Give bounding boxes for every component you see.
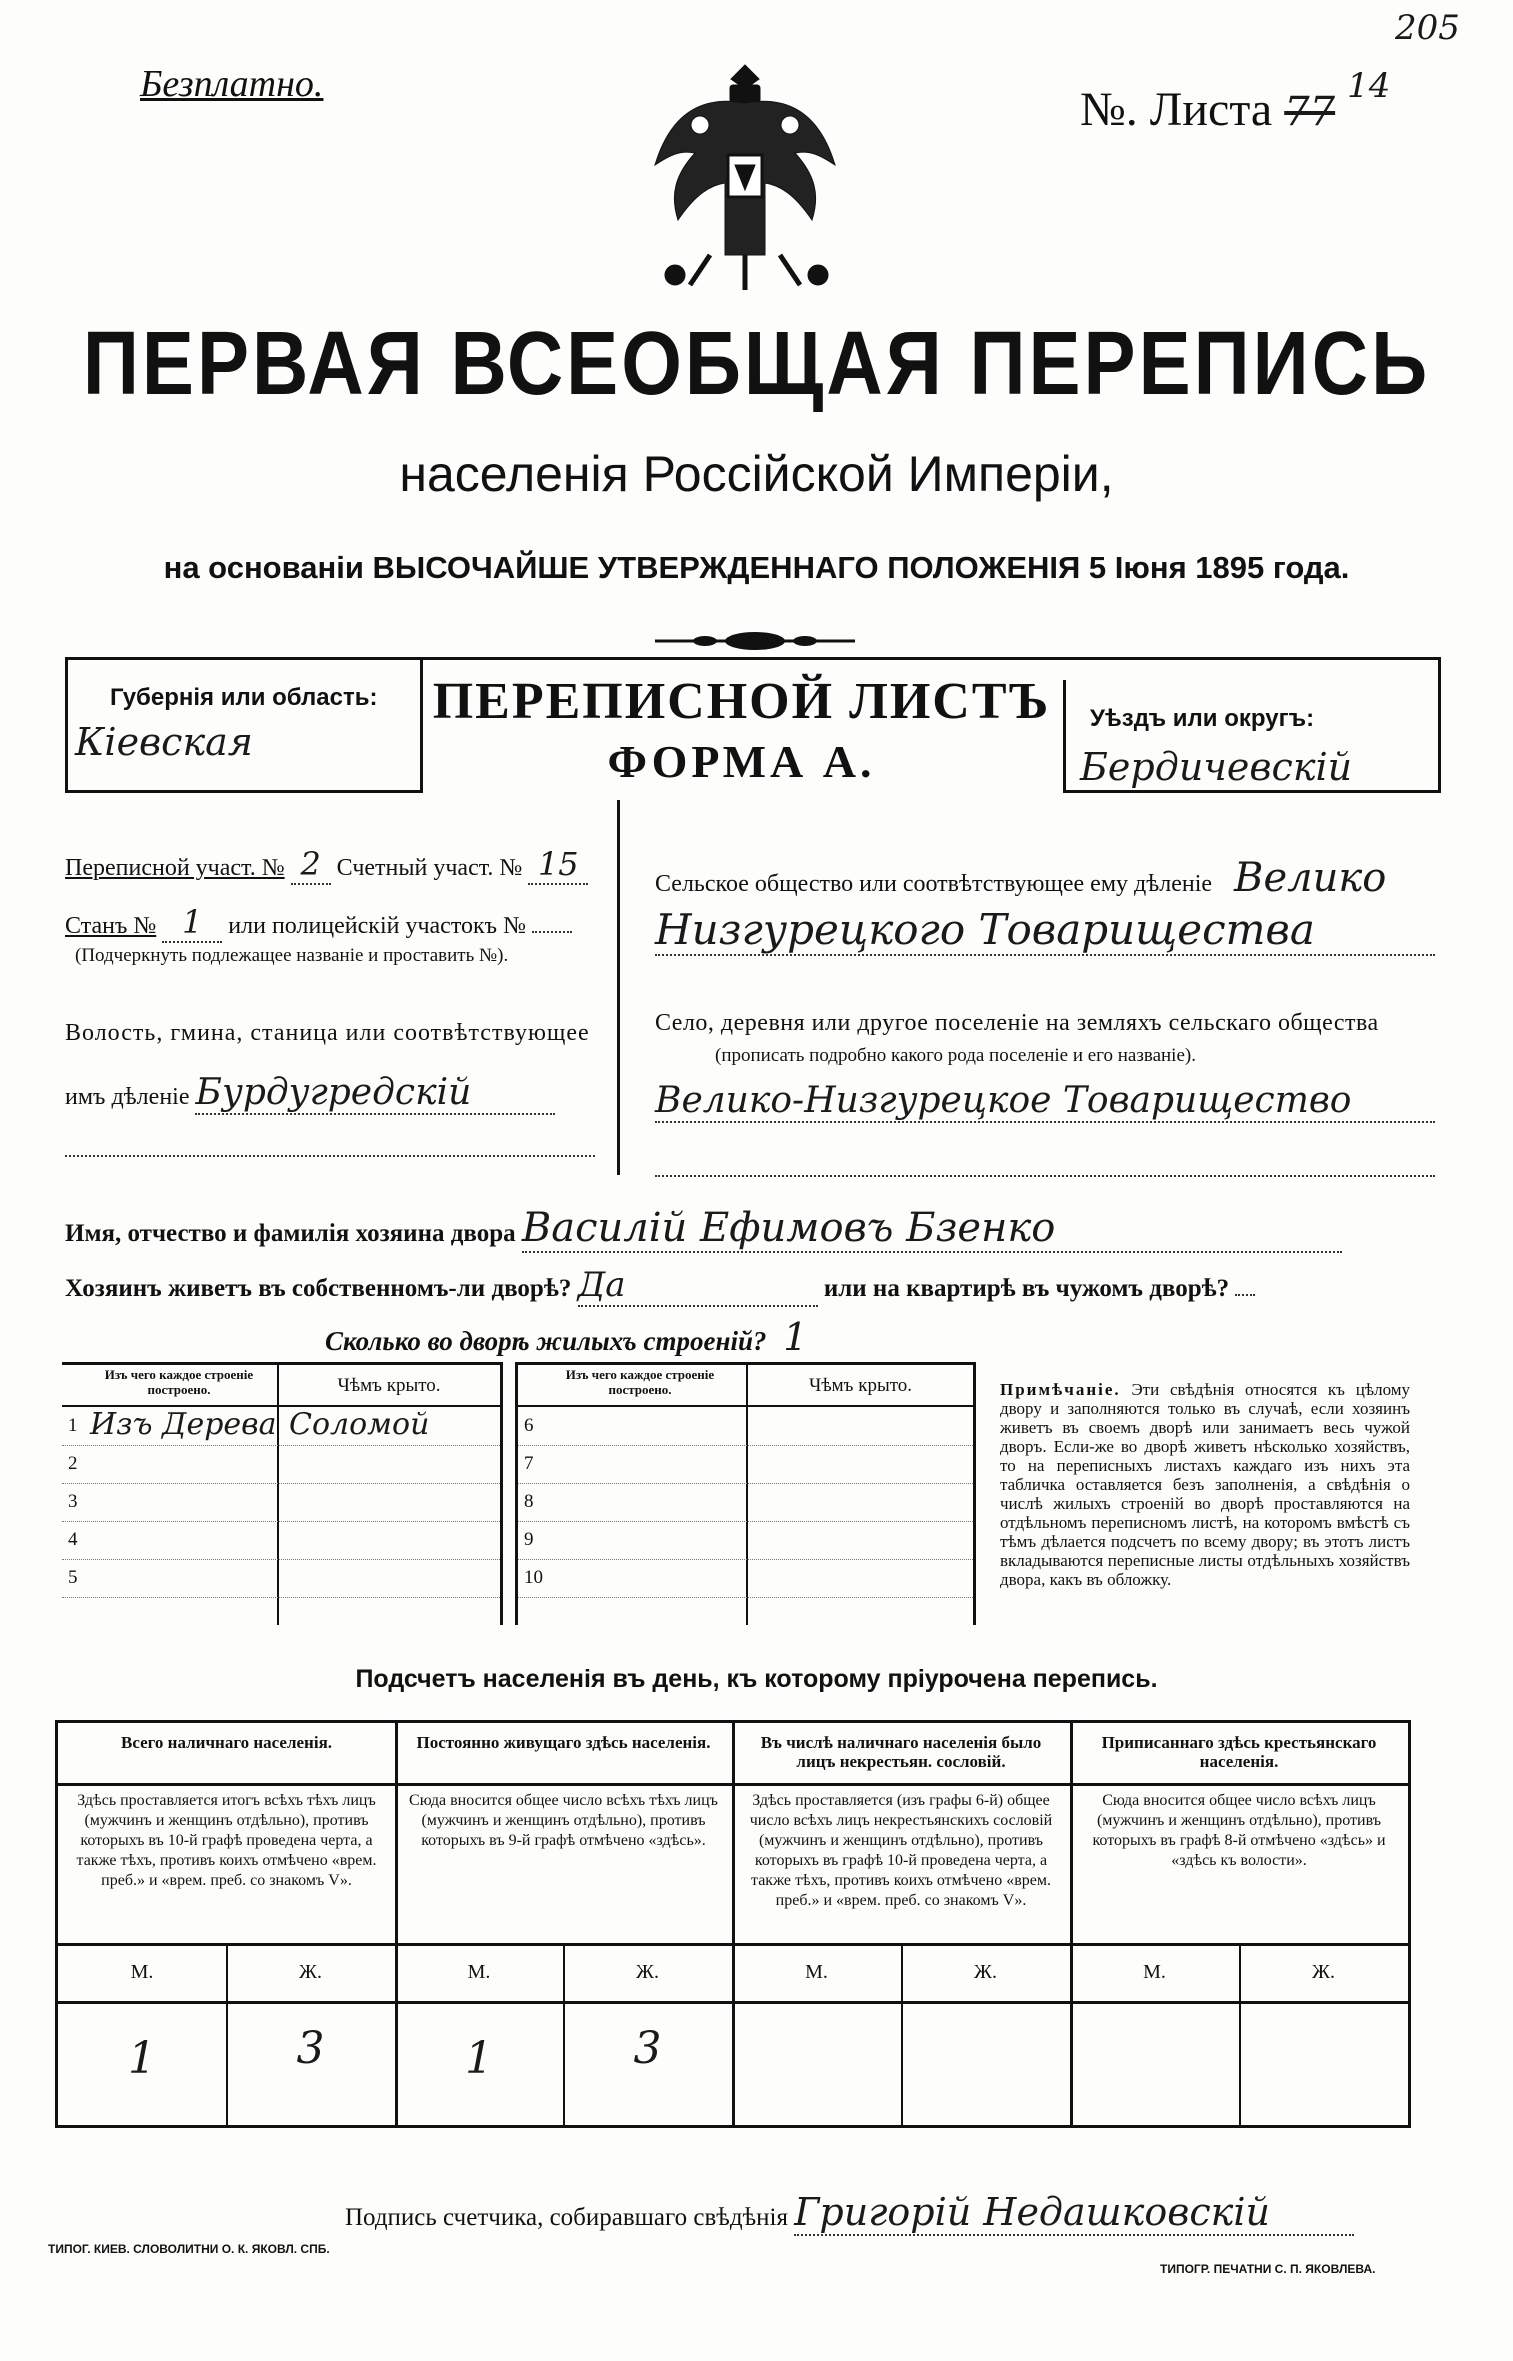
police-value-line: [532, 931, 572, 933]
village-value: Велико-Низгурецкое Товарищество: [655, 1080, 1435, 1123]
buildings-table-right: [515, 1362, 976, 1625]
building-row: [518, 1445, 973, 1484]
building-row: [518, 1407, 973, 1446]
count-column-head: Всего наличнаго населенія.: [120, 1733, 333, 1752]
col-roof-header-l: Чѣмъ крыто.: [337, 1375, 441, 1396]
gubernia-value: Кіевская: [75, 720, 253, 764]
village-note: (прописать подробно какого рода поселеніе и его названіе).: [715, 1045, 1196, 1066]
buildings-row: [325, 1315, 807, 1359]
count-column-head: Приписаннаго здѣсь крестьянскаго населенія.: [1101, 1733, 1377, 1771]
own-value: Да: [578, 1265, 818, 1307]
own-label: Хозяинъ живетъ въ собственномъ-ли дворѣ?: [65, 1275, 572, 1302]
right-empty-line: [655, 1175, 1435, 1177]
rent-label: или на квартирѣ въ чужомъ дворѣ?: [823, 1275, 1230, 1302]
count-column: [58, 1723, 398, 2125]
m-value: 1: [465, 2033, 493, 2084]
zh-label: Ж.: [299, 1961, 322, 1983]
sheet-label: №. Листа: [1080, 83, 1273, 136]
building-row: [518, 1521, 973, 1560]
volost-label-1: Волость, гмина, станица или соотвѣтствующее: [65, 1020, 590, 1046]
note-title: Примѣчаніе.: [1000, 1380, 1121, 1399]
printer-left: ТИПОГ. КИЕВ. СЛОВОЛИТНИ О. К. ЯКОВЛ. СПБ.: [48, 2242, 330, 2256]
count-column-desc: Здѣсь проставляется (изъ графы 6-й) общее число всѣхъ лицъ некрестьянскихъ сословій (мужчинъ и женщинъ отдѣльно), противъ которыхъ въ графѣ 10-й проведена черта, а также тѣхъ, противъ коихъ отмѣчено «врем. преб.» и «врем. преб. со знакомъ V».: [749, 1792, 1053, 1909]
owner-row: [65, 1205, 1342, 1253]
building-roof: Соломой: [289, 1407, 430, 1442]
uchast-label: Переписной участ. №: [65, 855, 285, 881]
box-bottom-rule-left: [65, 790, 423, 793]
buildings-table-left: [62, 1362, 503, 1625]
stan-value: 1: [162, 903, 222, 943]
building-row-number: 6: [524, 1415, 534, 1436]
building-row: [62, 1407, 500, 1446]
owner-name-value: Василій Ефимовъ Бзенко: [522, 1205, 1342, 1253]
building-row-number: 5: [68, 1567, 78, 1588]
volost-label-2: имъ дѣленіе: [65, 1084, 190, 1110]
stan-label: Станъ №: [65, 913, 157, 939]
box-bottom-rule-right: [1063, 790, 1441, 793]
subtitle: населенія Россійской Имперіи,: [399, 446, 1114, 502]
printer-right: ТИПОГР. ПЕЧАТНИ С. П. ЯКОВЛЕВА.: [1160, 2262, 1376, 2276]
m-label: М.: [467, 1961, 491, 1983]
owner-name-label: Имя, отчество и фамилія хозяина двора: [65, 1220, 516, 1247]
count-column-desc: Здѣсь проставляется итогъ всѣхъ тѣхъ лицъ (мужчинъ и женщинъ отдѣльно), противъ которыхъ въ 10-й графѣ проведена черта, а также тѣхъ, противъ коихъ отмѣчено «врем. преб.» и «врем. преб. со знакомъ V».: [76, 1792, 377, 1889]
building-row: [62, 1521, 500, 1560]
society-value-1: Велико: [1234, 855, 1387, 901]
m-label: М.: [805, 1961, 828, 1983]
building-row-number: 1: [68, 1415, 78, 1436]
building-row-number: 9: [524, 1529, 534, 1550]
police-label: или полицейскій участокъ №: [228, 913, 526, 939]
col-material-header-l: Изъ чего каждое строеніе построено.: [104, 1367, 254, 1397]
left-empty-line: [65, 1155, 595, 1157]
signature-label: Подпись счетчика, собиравшаго свѣдѣнія: [345, 2204, 788, 2231]
count-column: [732, 1723, 1073, 2125]
schet-value: 15: [528, 845, 588, 885]
signature-row: [345, 2190, 1354, 2236]
col-material-header-r: Изъ чего каждое строеніе построено.: [565, 1367, 715, 1397]
uchast-value: 2: [291, 845, 331, 885]
box-top-rule: [65, 657, 1440, 660]
box-mid-rule-2: [1063, 680, 1066, 792]
underline-note: (Подчеркнуть подлежащее названіе и проставить №).: [75, 945, 509, 966]
building-row: [62, 1559, 500, 1598]
zh-value: 3: [633, 2023, 662, 2074]
m-value: 1: [128, 2033, 156, 2084]
m-label: М.: [1143, 1961, 1166, 1983]
archive-number: 205: [1395, 8, 1460, 48]
schet-label: Счетный участ. №: [336, 855, 523, 881]
zh-label: Ж.: [636, 1961, 659, 1983]
village-label: Село, деревня или другое поселеніе на земляхъ сельскаго общества: [655, 1010, 1379, 1036]
building-row-number: 10: [524, 1567, 543, 1588]
uezd-label: Уѣздъ или округъ:: [1090, 705, 1315, 732]
free-label: Безплатно.: [140, 63, 324, 105]
uezd-value: Бердичевскій: [1080, 745, 1353, 789]
zh-value: 3: [296, 2023, 325, 2074]
zh-label: Ж.: [1312, 1961, 1335, 1983]
volost-value: Бурдугредскій: [195, 1072, 555, 1115]
buildings-value: 1: [783, 1315, 808, 1359]
building-row-number: 3: [68, 1491, 78, 1512]
ornament-divider: [650, 626, 860, 656]
count-column-head: Постоянно живущаго здѣсь населенія.: [416, 1733, 711, 1752]
count-table: [55, 1720, 1411, 2128]
society-value-2: Низгурецкого Товарищества: [655, 905, 1435, 956]
form-sub: ФОРМА А.: [607, 736, 876, 787]
building-row: [518, 1483, 973, 1522]
box-left-rule: [65, 657, 68, 792]
own-row: [65, 1265, 1255, 1307]
building-row-number: 7: [524, 1453, 534, 1474]
building-row-number: 8: [524, 1491, 534, 1512]
count-column-head: Въ числѣ наличнаго населенія было лицъ некрестьян. сословій.: [760, 1733, 1042, 1771]
count-column: [1070, 1723, 1408, 2125]
stan-row: [65, 903, 572, 943]
uchast-row: [65, 845, 588, 885]
zh-label: Ж.: [974, 1961, 997, 1983]
m-label: М.: [130, 1961, 154, 1983]
count-column-desc: Сюда вносится общее число всѣхъ тѣхъ лицъ (мужчинъ и женщинъ отдѣльно), противъ которыхъ въ 9-й графѣ отмѣчено «здѣсь».: [409, 1792, 718, 1849]
form-title: ПЕРЕПИСНОЙ ЛИСТЪ: [432, 673, 1051, 730]
sheet-number-block: [1080, 66, 1391, 137]
note-block: [1000, 1380, 1410, 1589]
box-right-rule: [1438, 657, 1441, 792]
building-row: [62, 1445, 500, 1484]
basis-line: на основаніи ВЫСОЧАЙШЕ УТВЕРЖДЕННАГО ПОЛОЖЕНІЯ 5 Іюня 1895 года.: [163, 550, 1350, 585]
main-title: ПЕРВАЯ ВСЕОБЩАЯ ПЕРЕПИСЬ: [82, 312, 1431, 414]
column-divider: [617, 800, 620, 1175]
building-row-number: 2: [68, 1453, 78, 1474]
volost-row: [65, 1072, 555, 1115]
col-roof-header-r: Чѣмъ крыто.: [808, 1375, 913, 1396]
building-row: [518, 1559, 973, 1598]
sheet-number: 14: [1347, 66, 1391, 106]
count-title: Подсчетъ населенія въ день, къ которому пріурочена перепись.: [355, 1665, 1158, 1693]
signature-value: Григорій Недашковскій: [794, 2190, 1354, 2236]
building-material: Изъ Дерева: [90, 1407, 277, 1442]
building-row: [62, 1483, 500, 1522]
society-row: [655, 855, 1386, 901]
gubernia-label: Губернія или область:: [110, 684, 378, 711]
count-column: [395, 1723, 735, 2125]
count-column-desc: Сюда вносится общее число всѣхъ лицъ (мужчинъ и женщинъ отдѣльно), противъ которыхъ въ графѣ 8-й отмѣчено «здѣсь» и «здѣсь къ волости».: [1092, 1792, 1386, 1869]
society-label: Сельское общество или соотвѣтствующее ему дѣленіе: [655, 871, 1213, 897]
buildings-label: Сколько во дворѣ жилыхъ строеній?: [325, 1326, 767, 1356]
rent-value-line: [1235, 1294, 1255, 1296]
note-text: Эти свѣдѣнія относятся къ цѣлому двору и заполняются только въ случаѣ, если хозяинъ живетъ въ своемъ дворѣ или занимаетъ весь чужой дворъ. Если-же во дворѣ живетъ нѣсколько хозяйствъ, то на переписныхъ листахъ каждаго изъ нихъ эта табличка оставляется безъ заполненія, а свѣдѣнія о числѣ жилыхъ строеній во дворѣ проставляются на отдѣльномъ переписномъ листѣ, на которомъ вмѣстѣ съ тѣмъ дѣлается подсчетъ по всему двору; въ этотъ листъ вкладываются переписные листы отдѣльныхъ хозяйствъ двора, какъ въ обложку.: [1000, 1380, 1410, 1589]
imperial-eagle-emblem: [640, 55, 850, 300]
building-row-number: 4: [68, 1529, 78, 1550]
sheet-number-struck: 77: [1284, 89, 1336, 135]
